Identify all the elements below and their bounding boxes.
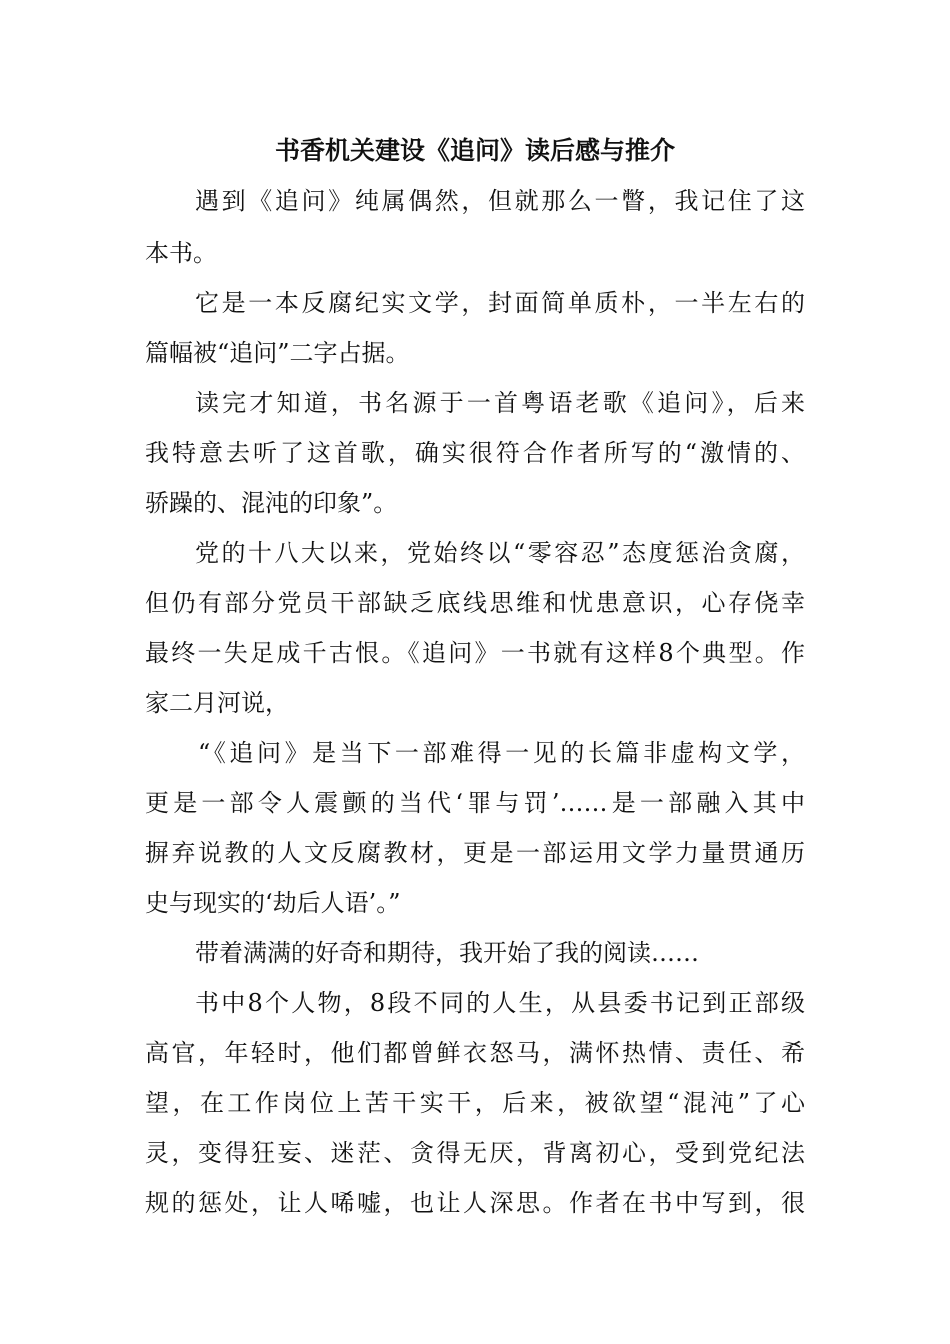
quote-line: 摒弃说教的人文反腐教材，更是一部运用文学力量贯通历 [145, 839, 805, 867]
text-line: 读完才知道，书名源于一首粤语老歌《追问》，后来 [195, 389, 805, 417]
text-line: 本书。 [145, 239, 217, 267]
text-line: 骄躁的、混沌的印象”。 [145, 489, 398, 517]
document-title: 书香机关建设《追问》读后感与推介 [274, 136, 675, 165]
text-line: 党的十八大以来，党始终以“零容忍”态度惩治贪腐， [195, 539, 805, 567]
text-line: 它是一本反腐纪实文学，封面简单质朴，一半左右的 [195, 289, 805, 317]
text-line: 家二月河说， [145, 689, 289, 717]
text-line: 遇到《追问》纯属偶然，但就那么一瞥，我记住了这 [195, 187, 805, 215]
quote-line: 史与现实的‘劫后人语’。” [145, 889, 401, 917]
quote-line: 更是一部令人震颤的当代‘罪与罚’……是一部融入其中 [145, 789, 805, 817]
quote-line: “《追问》是当下一部难得一见的长篇非虚构文学， [198, 739, 805, 767]
text-line: 书中8个人物，8段不同的人生，从县委书记到正部级 [195, 989, 805, 1017]
text-line: 高官，年轻时，他们都曾鲜衣怒马，满怀热情、责任、希 [145, 1039, 805, 1067]
text-line: 灵，变得狂妄、迷茫、贪得无厌，背离初心，受到党纪法 [145, 1139, 805, 1167]
text-line: 但仍有部分党员干部缺乏底线思维和忧患意识，心存侥幸 [145, 589, 805, 617]
text-line: 我特意去听了这首歌，确实很符合作者所写的“激情的、 [145, 439, 805, 467]
text-line: 带着满满的好奇和期待，我开始了我的阅读…… [195, 939, 699, 967]
text-line: 篇幅被“追问”二字占据。 [145, 339, 410, 367]
text-line: 望，在工作岗位上苦干实干，后来，被欲望“混沌”了心 [145, 1089, 805, 1117]
text-line: 最终一失足成千古恨。《追问》一书就有这样8个典型。作 [145, 639, 805, 667]
text-line: 规的惩处，让人唏嘘，也让人深思。作者在书中写到，很 [145, 1189, 805, 1217]
